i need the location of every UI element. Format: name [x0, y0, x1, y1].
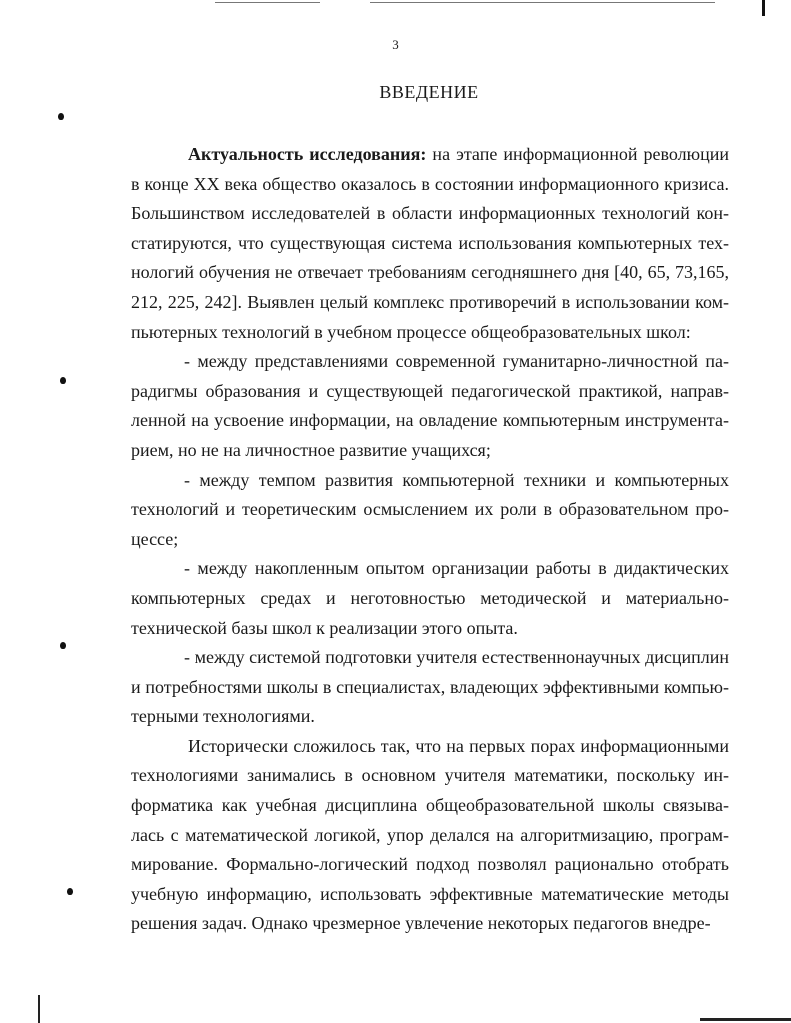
document-body: [131, 140, 729, 939]
binding-hole-mark: [60, 377, 66, 384]
binding-hole-mark: [60, 642, 66, 649]
page-title: ВВЕДЕНИЕ: [379, 82, 479, 102]
binding-hole-mark: [58, 113, 64, 120]
contradiction-item: - между системой подготовки учителя естественнонаучных дисциплин и потребностями школы в специалистах, владеющих эффективными компьютерными технологиями.: [131, 647, 729, 727]
page-number: 3: [392, 37, 399, 52]
contradiction-item: - между накопленным опытом организации работы в дидактических компьютерных средах и неготовностью методической и материально-технической базы школ к реализации этого опыта.: [131, 558, 729, 638]
binding-hole-mark: [67, 888, 73, 895]
history-paragraph: Исторически сложилось так, что на первых порах информационными технологиями занимались в основном учителя математики, поскольку информатика как учебная дисциплина общеобразовательной школы связывалась с математической логикой, упор делался на алгоритмизацию, программирование. Формально-логический подход позволял рационально отобрать учебную информацию, использовать эффективные математические методы решения задач. Однако чрезмерное увлечение некоторых педагогов внедре-: [131, 735, 729, 934]
intro-text: на этапе информационной революции в конце XX века общество оказалось в состоянии информационного кризиса. Большинством исследователей в области информационных технологий констатируются, что существующая система использования компьютерных технологий обучения не отвечает требованиям сегодняшнего дня [40, 65, 73,165, 212, 225, 242]. Выявлен целый комплекс противоречий в использовании компьютерных технологий в учебном процессе общеобразовательных школ:: [131, 144, 729, 342]
scan-artifact-edge: [38, 995, 40, 1023]
intro-paragraph: [131, 140, 729, 347]
scan-artifact-edge: [700, 1018, 791, 1021]
scan-artifact-edge: [762, 0, 765, 16]
intro-lead: Актуальность исследования:: [188, 144, 427, 164]
scan-artifact-top-line: [370, 2, 715, 3]
scan-artifact-top-line: [215, 2, 320, 3]
contradiction-item: - между представлениями современной гуманитарно-личностной парадигмы образования и существующей педагогической практикой, направленной на усвоение информации, на овладение компьютерным инструментарием, но не на личностное развитие учащихся;: [131, 351, 729, 460]
contradiction-item: - между темпом развития компьютерной техники и компьютерных технологий и теоретическим осмыслением их роли в образовательном процессе;: [131, 469, 729, 549]
